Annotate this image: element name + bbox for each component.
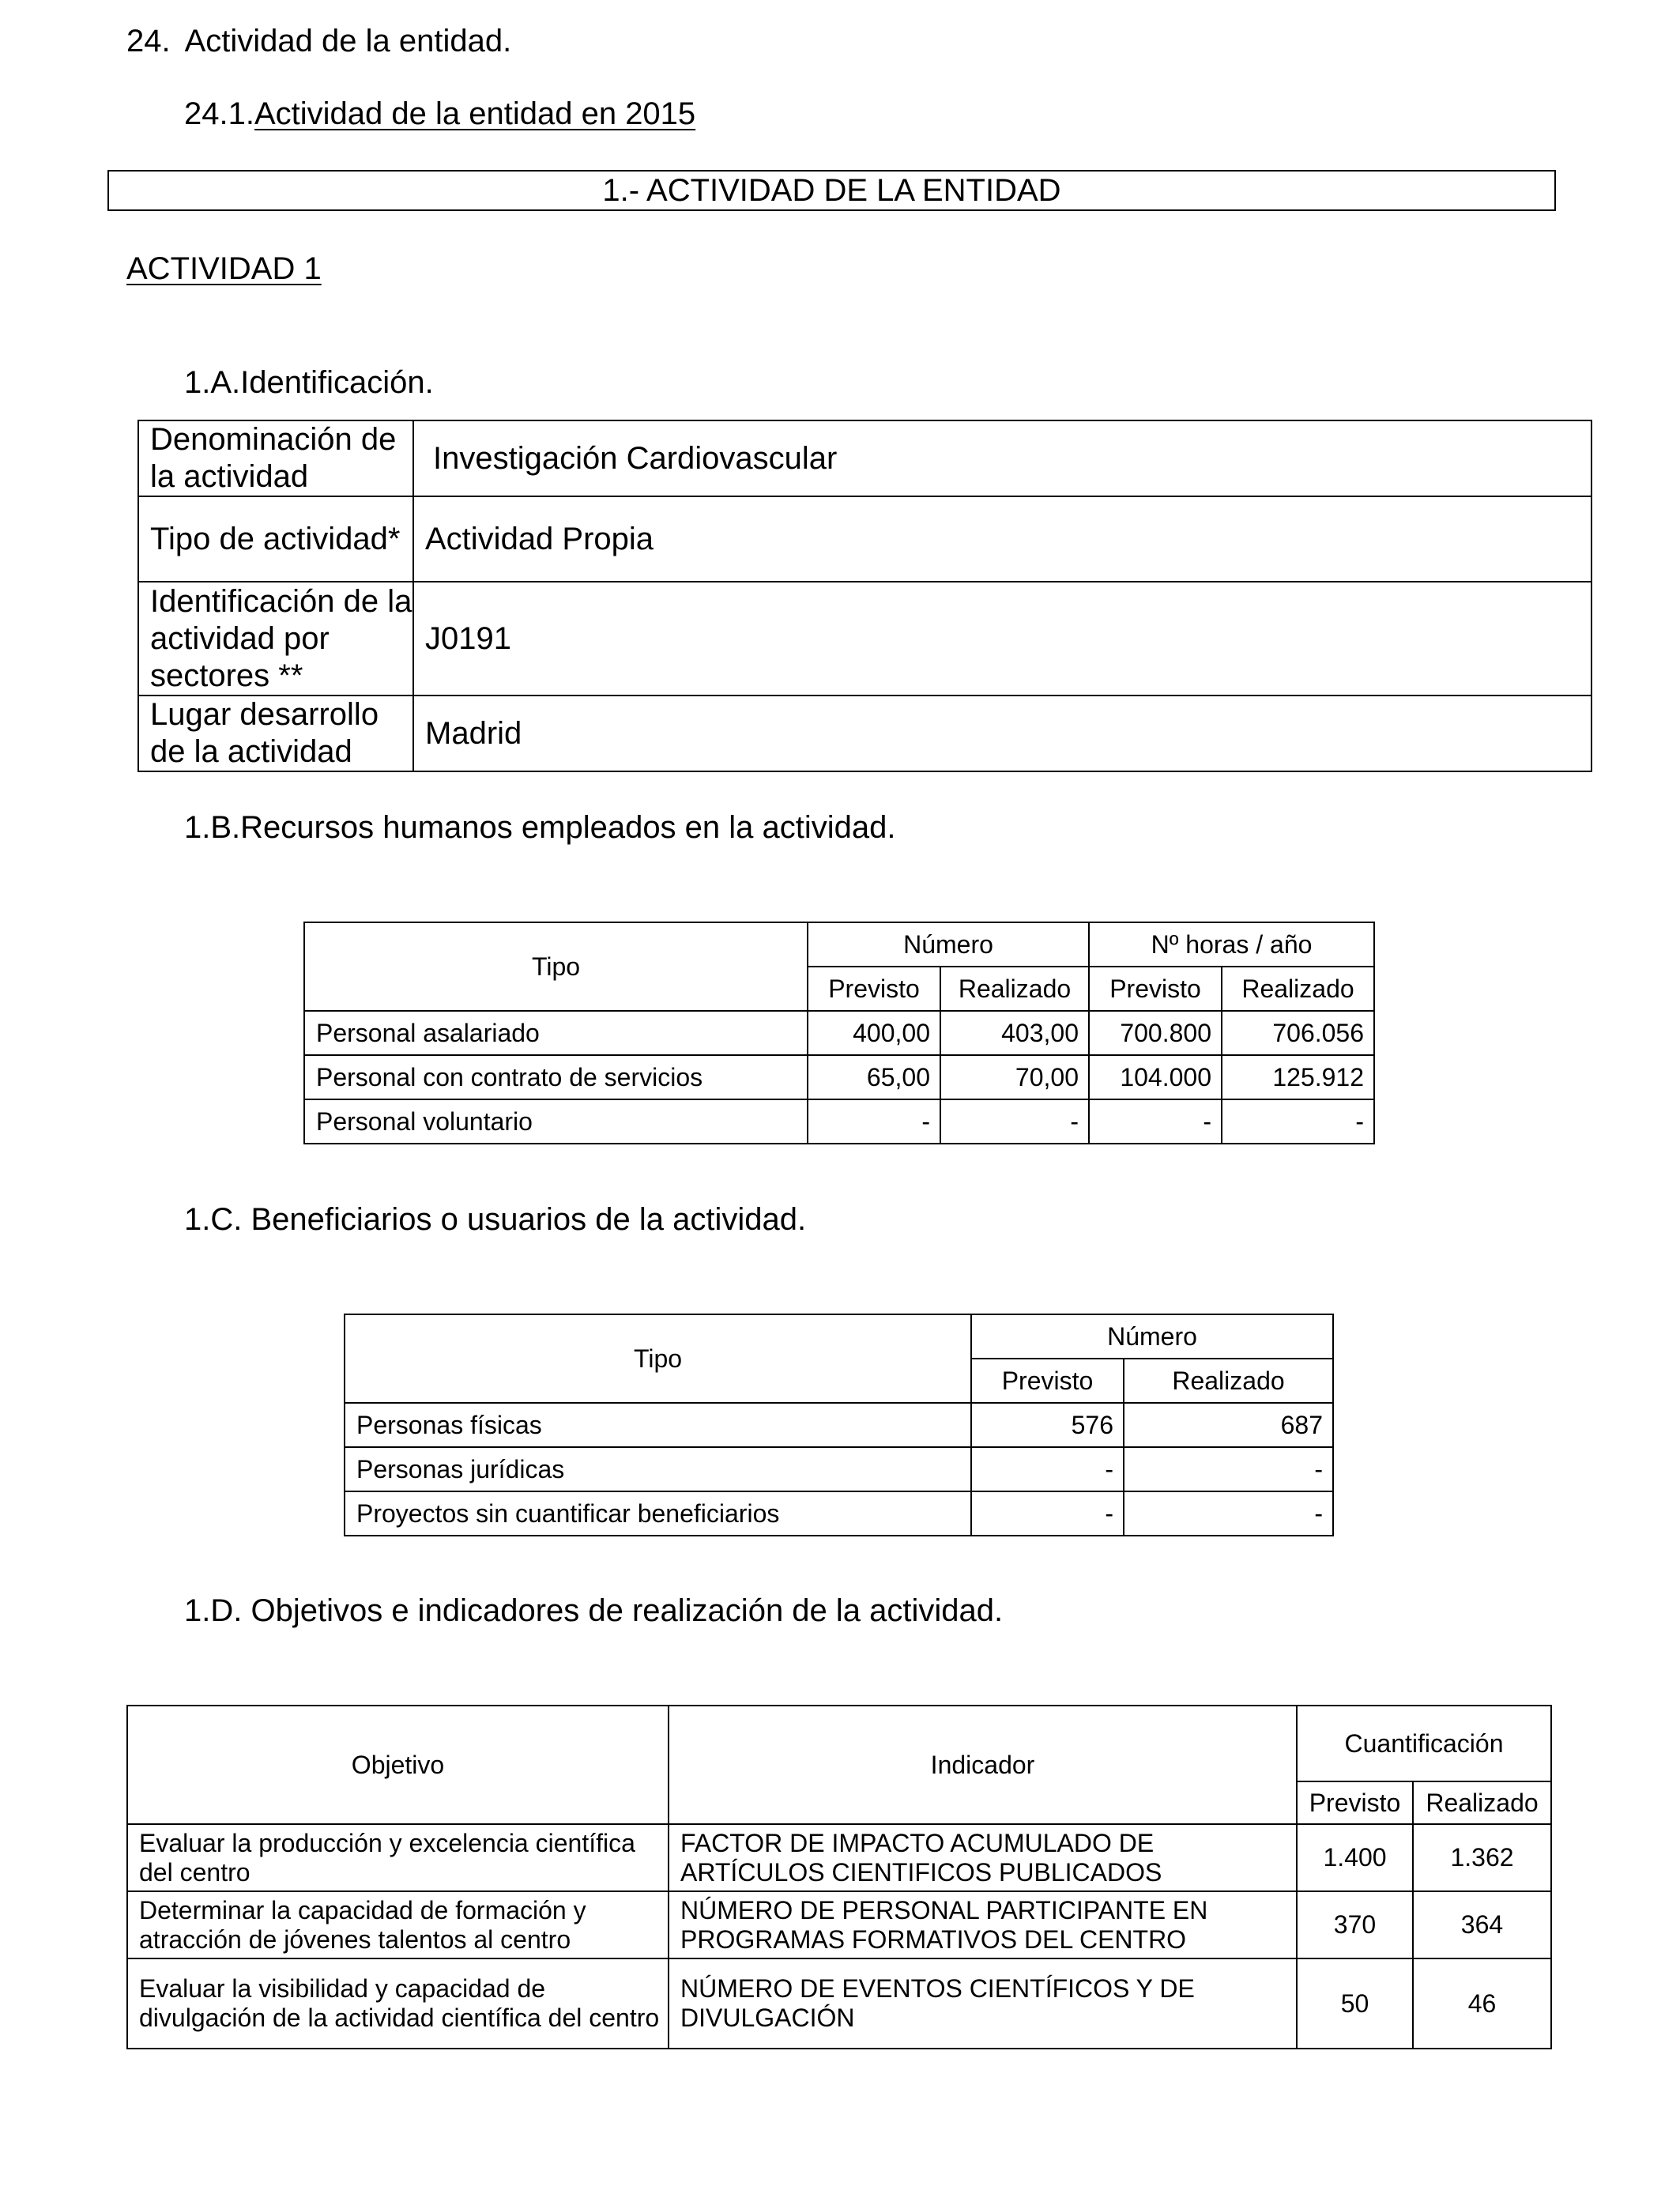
table-header-row: [127, 1706, 1551, 1781]
id-label: Tipo de actividad*: [138, 496, 413, 582]
human-resources-title: 1.B.Recursos humanos empleados en la actividad.: [184, 810, 896, 845]
cell-value: -: [808, 1099, 940, 1144]
cell-value: -: [1222, 1099, 1374, 1144]
table-row: [138, 696, 1591, 771]
sub-previsto: Previsto: [1297, 1781, 1413, 1824]
cell-value: 1.362: [1413, 1824, 1551, 1891]
table-row: [304, 1055, 1374, 1099]
cell-value: 700.800: [1089, 1011, 1222, 1055]
cell-value: 706.056: [1222, 1011, 1374, 1055]
table-row: [138, 420, 1591, 496]
sub-realizado: Realizado: [940, 967, 1089, 1011]
table-row: [304, 1011, 1374, 1055]
table-row: [127, 1958, 1551, 2049]
cell-value: 50: [1297, 1958, 1413, 2049]
cell-objetivo: Determinar la capacidad de formación y atracción de jóvenes talentos al centro: [127, 1891, 669, 1958]
group-cuantificacion: Cuantificación: [1297, 1706, 1551, 1781]
id-value: Investigación Cardiovascular: [413, 420, 1591, 496]
cell-value: -: [1124, 1491, 1333, 1536]
subsection-title: Actividad de la entidad en 2015: [254, 96, 696, 131]
col-objetivo: Objetivo: [127, 1706, 669, 1824]
cell-value: -: [971, 1447, 1124, 1491]
cell-tipo: Personal voluntario: [304, 1099, 808, 1144]
table-row: [345, 1403, 1333, 1447]
cell-value: 46: [1413, 1958, 1551, 2049]
table-row: [304, 1099, 1374, 1144]
group-numero: Número: [808, 922, 1089, 967]
cell-value: 364: [1413, 1891, 1551, 1958]
col-tipo: Tipo: [304, 922, 808, 1011]
sub-previsto: Previsto: [1089, 967, 1222, 1011]
cell-value: 125.912: [1222, 1055, 1374, 1099]
table-row: [138, 582, 1591, 696]
cell-value: 576: [971, 1403, 1124, 1447]
objectives-title: 1.D. Objetivos e indicadores de realización de la actividad.: [184, 1593, 1004, 1628]
table-row: [127, 1891, 1551, 1958]
cell-value: 65,00: [808, 1055, 940, 1099]
table-row: [345, 1491, 1333, 1536]
cell-value: 70,00: [940, 1055, 1089, 1099]
cell-objetivo: Evaluar la producción y excelencia científica del centro: [127, 1824, 669, 1891]
table-header-row: [345, 1314, 1333, 1359]
sub-realizado: Realizado: [1413, 1781, 1551, 1824]
objectives-table: [126, 1705, 1552, 2049]
cell-value: 400,00: [808, 1011, 940, 1055]
group-numero: Número: [971, 1314, 1333, 1359]
cell-tipo: Personal con contrato de servicios: [304, 1055, 808, 1099]
table-header-row: [304, 922, 1374, 967]
cell-indicador: NÚMERO DE PERSONAL PARTICIPANTE EN PROGRAMAS FORMATIVOS DEL CENTRO: [669, 1891, 1297, 1958]
cell-value: 403,00: [940, 1011, 1089, 1055]
cell-tipo: Personas jurídicas: [345, 1447, 971, 1491]
sub-previsto: Previsto: [808, 967, 940, 1011]
subsection-number: 24.1.: [184, 96, 254, 131]
table-row: [138, 496, 1591, 582]
table-row: [345, 1447, 1333, 1491]
cell-indicador: NÚMERO DE EVENTOS CIENTÍFICOS Y DE DIVULGACIÓN: [669, 1958, 1297, 2049]
cell-value: 687: [1124, 1403, 1333, 1447]
activity-box-title: 1.- ACTIVIDAD DE LA ENTIDAD: [107, 170, 1556, 211]
cell-tipo: Personas físicas: [345, 1403, 971, 1447]
identification-title: 1.A.Identificación.: [184, 365, 434, 400]
cell-value: -: [1089, 1099, 1222, 1144]
beneficiaries-table: [344, 1314, 1334, 1536]
cell-tipo: Personal asalariado: [304, 1011, 808, 1055]
id-label: Lugar desarrollo de la actividad: [138, 696, 413, 771]
subsection-heading: [184, 92, 695, 136]
id-value: J0191: [413, 582, 1591, 696]
cell-objetivo: Evaluar la visibilidad y capacidad de divulgación de la actividad científica del centro: [127, 1958, 669, 2049]
section-title: Actividad de la entidad.: [184, 24, 512, 58]
human-resources-table: [303, 922, 1375, 1144]
cell-value: -: [971, 1491, 1124, 1536]
id-label: Denominación de la actividad: [138, 420, 413, 496]
sub-realizado: Realizado: [1124, 1359, 1333, 1403]
activity-label: ACTIVIDAD 1: [126, 251, 322, 286]
cell-tipo: Proyectos sin cuantificar beneficiarios: [345, 1491, 971, 1536]
id-value: Actividad Propia: [413, 496, 1591, 582]
id-value: Madrid: [413, 696, 1591, 771]
id-label: Identificación de la actividad por sectores **: [138, 582, 413, 696]
cell-value: -: [940, 1099, 1089, 1144]
section-heading: [126, 19, 511, 63]
sub-realizado: Realizado: [1222, 967, 1374, 1011]
col-indicador: Indicador: [669, 1706, 1297, 1824]
col-tipo: Tipo: [345, 1314, 971, 1403]
cell-value: 104.000: [1089, 1055, 1222, 1099]
table-row: [127, 1824, 1551, 1891]
cell-value: 1.400: [1297, 1824, 1413, 1891]
beneficiaries-title: 1.C. Beneficiarios o usuarios de la actividad.: [184, 1202, 807, 1237]
cell-value: 370: [1297, 1891, 1413, 1958]
identification-table: [137, 420, 1592, 772]
cell-value: -: [1124, 1447, 1333, 1491]
cell-indicador: FACTOR DE IMPACTO ACUMULADO DE ARTÍCULOS CIENTIFICOS PUBLICADOS: [669, 1824, 1297, 1891]
sub-previsto: Previsto: [971, 1359, 1124, 1403]
group-horas: Nº horas / año: [1089, 922, 1374, 967]
section-number: 24.: [126, 24, 171, 58]
